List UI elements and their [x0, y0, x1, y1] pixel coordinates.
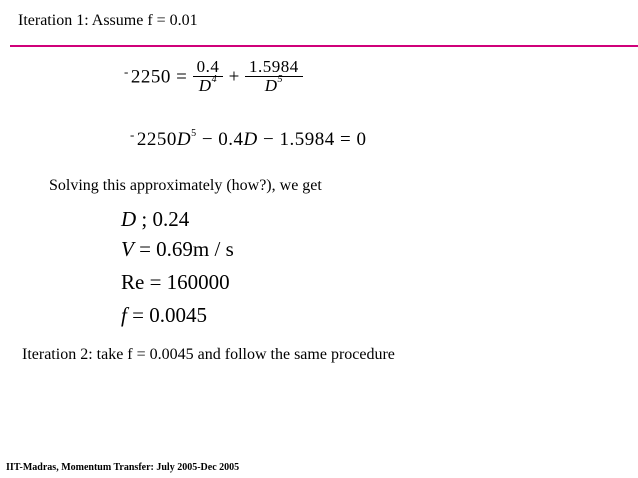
eq1-prefix: -: [124, 64, 129, 80]
eq1-term2-den-base: D: [264, 76, 278, 95]
footer: IIT-Madras, Momentum Transfer: July 2005-Dec 2005: [6, 462, 240, 473]
eq2-prefix: -: [130, 127, 135, 142]
result-rel: =: [126, 303, 150, 327]
result-rel: ;: [136, 207, 153, 231]
iteration-2-text: Iteration 2: take f = 0.0045 and follow the same procedure: [22, 346, 395, 363]
eq1-term1-den-exp: 4: [211, 74, 218, 85]
solving-text: Solving this approximately (how?), we get: [49, 177, 322, 194]
eq1-relation: =: [176, 66, 188, 88]
result-row: [121, 207, 189, 232]
eq1-term2-den-exp: 5: [277, 74, 284, 85]
eq1-term1-numerator: 0.4: [196, 57, 220, 76]
equation-2: [130, 129, 366, 151]
result-rel: =: [133, 237, 157, 261]
eq2-part3: − 1.5984 = 0: [257, 129, 367, 150]
eq1-term2: [245, 58, 303, 98]
result-var: D: [121, 207, 137, 231]
result-row: [121, 270, 230, 295]
eq1-term2-numerator: 1.5984: [249, 57, 299, 76]
eq1-term1-den-base: D: [198, 76, 212, 95]
result-value: 160000: [166, 270, 230, 294]
result-value: 0.69m / s: [156, 237, 234, 261]
eq1-operator: +: [228, 66, 240, 88]
eq1-lhs: 2250: [130, 66, 171, 88]
equation-1: [124, 58, 303, 98]
result-row: [121, 303, 207, 328]
result-value: 0.24: [152, 207, 190, 231]
result-var: Re: [121, 270, 145, 294]
eq2-var2: D: [243, 129, 258, 150]
result-row: [121, 237, 234, 262]
title-divider: [10, 45, 638, 47]
eq2-coef: 2250: [136, 129, 177, 150]
result-var: V: [121, 237, 134, 261]
eq2-var1: D: [176, 129, 192, 150]
result-var: f: [121, 303, 127, 327]
slide-title: Iteration 1: Assume f = 0.01: [18, 12, 198, 29]
result-value: 0.0045: [149, 303, 207, 327]
eq2-exp1: 5: [191, 128, 197, 139]
eq1-term1: [193, 58, 224, 98]
eq1-term1-denominator: [193, 76, 224, 98]
eq2-part2: − 0.4: [196, 129, 244, 150]
result-rel: =: [144, 270, 167, 294]
eq1-term2-denominator: [245, 76, 303, 98]
